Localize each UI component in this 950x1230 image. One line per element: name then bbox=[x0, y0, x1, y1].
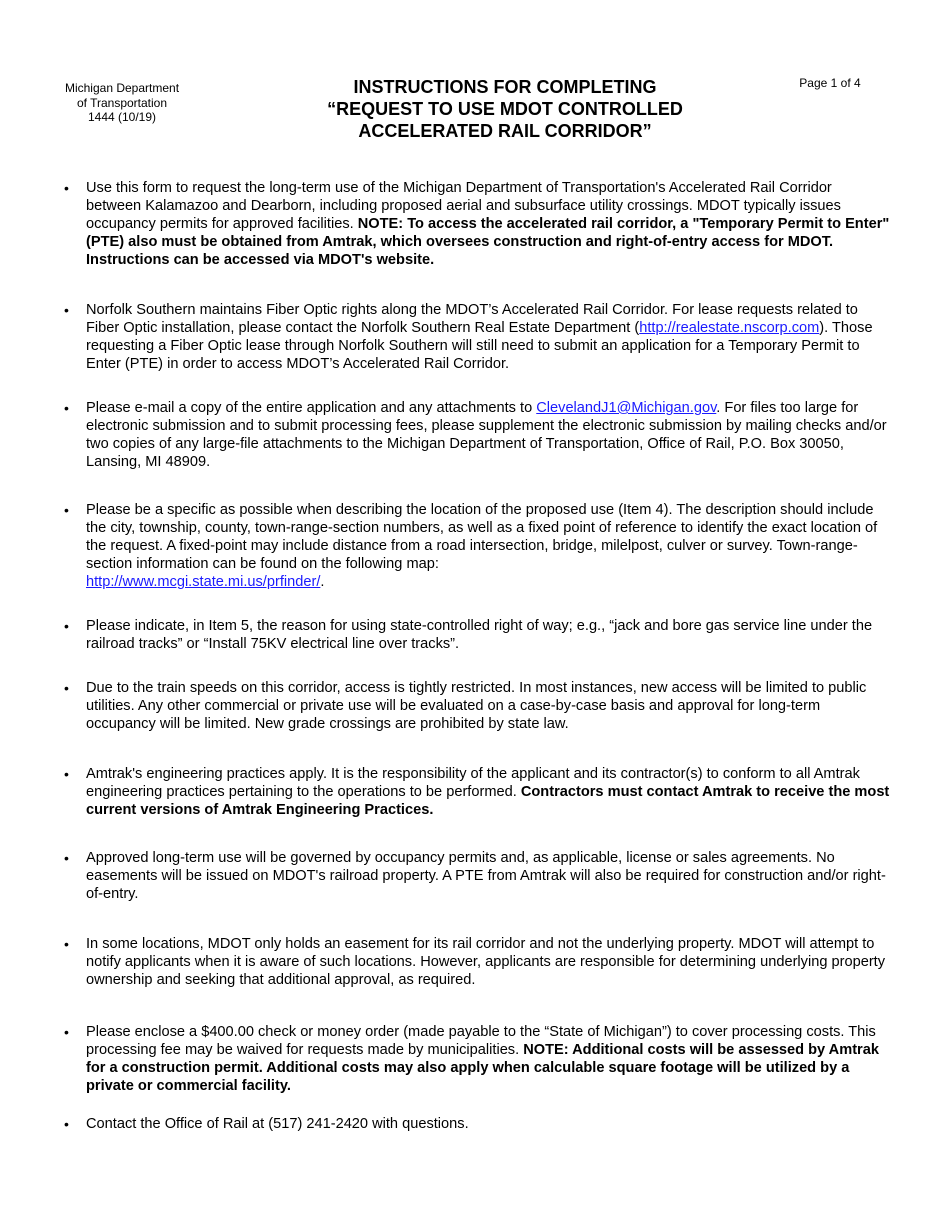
instruction-item-amtrak-practices bbox=[64, 765, 890, 819]
item-text-cont: . For files too large for electronic submission and to submit processing fees, please supplement the electronic submission by mailing checks and/or two copies of any large-file attachments to the Michigan Department of Transportation, Office of Rail, P.O. Box 30050, Lansing, MI 48909. bbox=[86, 400, 887, 470]
instruction-item-processing-fee bbox=[64, 1023, 890, 1095]
department-name-line2: of Transportation bbox=[76, 95, 168, 110]
bullet-icon: • bbox=[64, 936, 69, 952]
page-number: Page 1 of 4 bbox=[799, 76, 861, 90]
title-line-2: “REQUEST TO USE MDOT CONTROLLED bbox=[327, 99, 683, 119]
instruction-list bbox=[64, 179, 890, 1133]
bullet-icon: • bbox=[64, 400, 69, 416]
item-note-bold: Contractors must contact Amtrak to receive the most current versions of Amtrak Engineering Practices. bbox=[86, 784, 890, 818]
norfolk-southern-link[interactable]: http://realestate.nscorp.com bbox=[639, 320, 820, 336]
bullet-icon: • bbox=[64, 502, 69, 518]
item-text: Approved long-term use will be governed by occupancy permits and, as applicable, license or sales agreements. No easements will be issued on MDOT's railroad property. A PTE from Amtrak will also be required for construction and/or right-of-entry. bbox=[86, 850, 886, 902]
item-text: Use this form to request the long-term use of the Michigan Department of Transportation's Accelerated Rail Corridor between Kalamazoo and Dearborn, including proposed aerial and subsurface utility crossings. MDOT typically issues occupancy permits for approved facilities. bbox=[86, 180, 841, 232]
item-text: Please enclose a $400.00 check or money order (made payable to the “State of Michigan”) to cover processing costs. This processing fee may be waived for requests made by municipalities. bbox=[86, 1024, 876, 1058]
email-link[interactable]: ClevelandJ1@Michigan.gov bbox=[536, 400, 717, 416]
item-text-cont: . bbox=[320, 574, 325, 590]
instruction-item-easement bbox=[64, 935, 890, 989]
item-note-bold: NOTE: To access the accelerated rail corridor, a "Temporary Permit to Enter" (PTE) also must be obtained from Amtrak, which oversees construction and right-of-entry access for MDOT. Instructions can be accessed via MDOT's website. bbox=[86, 216, 890, 268]
bullet-icon: • bbox=[64, 618, 69, 634]
item-text: Please be a specific as possible when describing the location of the proposed use (Item 4). The description should include the city, township, county, town-range-section numbers, as well as a fixed point of reference to identify the exact location of the request. A fixed-point may include distance from a road intersection, bridge, milelpost, culver or survey. Town-range-section information can be found on the following map: bbox=[86, 502, 878, 572]
item-text: Contact the Office of Rail at (517) 241-2420 with questions. bbox=[86, 1116, 469, 1132]
prfinder-map-link[interactable]: http://www.mcgi.state.mi.us/prfinder/ bbox=[86, 574, 321, 590]
item-text: Norfolk Southern maintains Fiber Optic rights along the MDOT’s Accelerated Rail Corridor. For lease requests related to Fiber Optic installation, please contact the Norfolk Southern Real Estate Department ( bbox=[86, 302, 858, 336]
instruction-item-occupancy-permits bbox=[64, 849, 890, 903]
department-block bbox=[52, 81, 192, 125]
instruction-item-email-submission bbox=[64, 399, 890, 471]
title-line-3: ACCELERATED RAIL CORRIDOR” bbox=[358, 121, 652, 141]
title-line-1: INSTRUCTIONS FOR COMPLETING bbox=[353, 77, 657, 97]
bullet-icon: • bbox=[64, 180, 69, 196]
bullet-icon: • bbox=[64, 850, 69, 866]
bullet-icon: • bbox=[64, 1024, 69, 1040]
item-text: Amtrak's engineering practices apply. It is the responsibility of the applicant and its contractor(s) to conform to all Amtrak engineering practices pertaining to the operations to be performed. bbox=[86, 766, 860, 800]
item-note-bold: NOTE: Additional costs will be assessed by Amtrak for a construction permit. Additional costs may also apply when calculable square footage will be utilized by a private or commercial facility. bbox=[86, 1042, 879, 1094]
department-name-line1: Michigan Department bbox=[64, 81, 180, 95]
instruction-item-location bbox=[64, 501, 890, 591]
bullet-icon: • bbox=[64, 766, 69, 782]
page-title bbox=[295, 76, 715, 142]
instruction-item-reason bbox=[64, 617, 890, 653]
item-text: Please indicate, in Item 5, the reason for using state-controlled right of way; e.g., “jack and bore gas service line under the railroad tracks” or “Install 75KV electrical line over tracks”. bbox=[86, 618, 873, 652]
instruction-item-form-purpose bbox=[64, 179, 890, 269]
instruction-item-access-restriction bbox=[64, 679, 890, 733]
form-number: 1444 (10/19) bbox=[87, 110, 157, 124]
item-text: In some locations, MDOT only holds an easement for its rail corridor and not the underlying property. MDOT will attempt to notify applicants when it is aware of such locations. However, applicants are responsible for determining underlying property ownership and seeking that additional approval, as required. bbox=[86, 936, 886, 988]
instruction-item-contact bbox=[64, 1115, 890, 1133]
bullet-icon: • bbox=[64, 302, 69, 318]
item-text-cont: ). Those requesting a Fiber Optic lease through Norfolk Southern will still need to submit an application for a Temporary Permit to Enter (PTE) in order to access MDOT’s Accelerated Rail Corridor. bbox=[86, 320, 873, 372]
instruction-item-fiber-optic bbox=[64, 301, 890, 373]
item-text: Due to the train speeds on this corridor, access is tightly restricted. In most instances, new access will be limited to public utilities. Any other commercial or private use will be evaluated on a case-by-case basis and approval for long-term occupancy will be limited. New grade crossings are prohibited by state law. bbox=[86, 680, 867, 732]
bullet-icon: • bbox=[64, 680, 69, 696]
bullet-icon: • bbox=[64, 1116, 69, 1132]
item-text: Please e-mail a copy of the entire application and any attachments to bbox=[86, 400, 537, 416]
